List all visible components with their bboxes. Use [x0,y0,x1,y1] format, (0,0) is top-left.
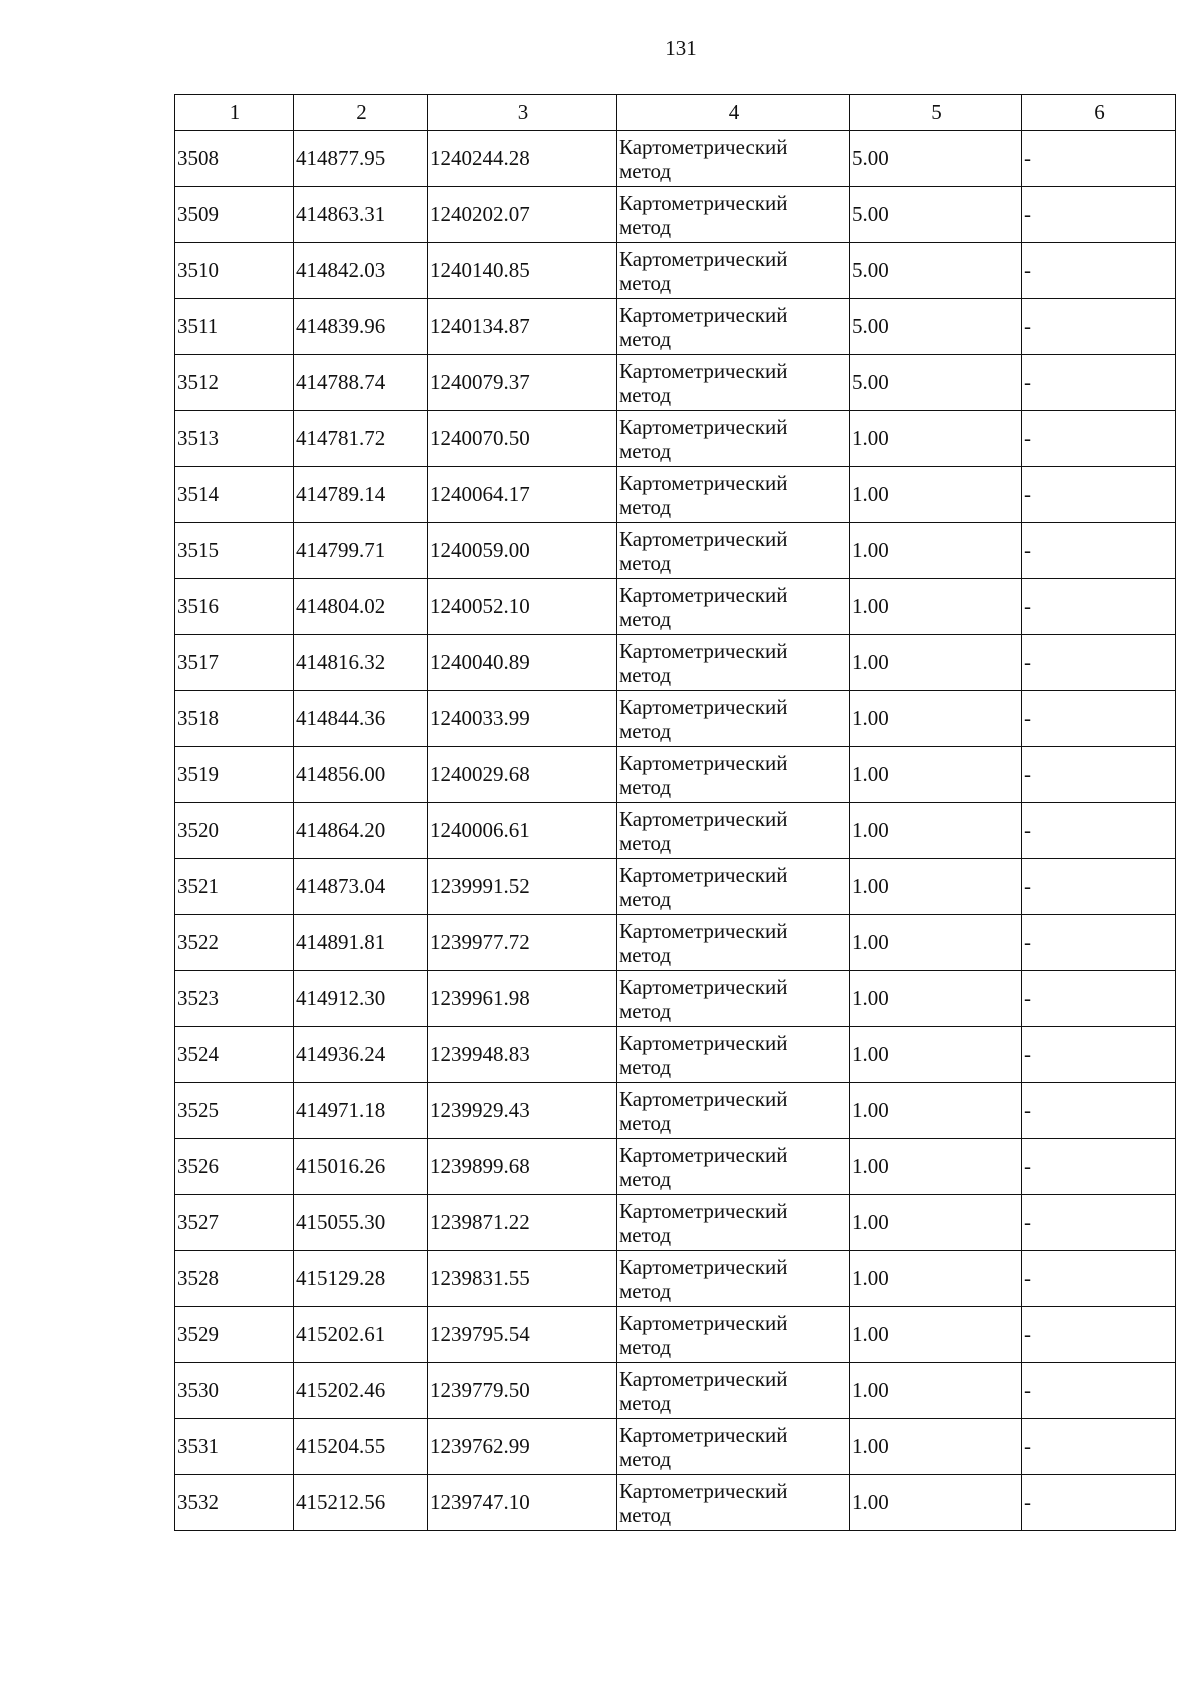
table-row [175,355,1176,411]
x-coordinate-cell: 414877.95 [294,131,428,187]
x-coordinate-cell: 414789.14 [294,467,428,523]
method-line-2: метод [619,1110,672,1135]
note-cell: - [1022,1363,1176,1419]
y-coordinate-cell: 1240064.17 [428,467,617,523]
method-line-2: метод [619,886,672,911]
method-line-1: Картометрический [619,1310,788,1335]
x-coordinate-cell: 414936.24 [294,1027,428,1083]
method-line-2: метод [619,326,672,351]
point-number-cell: 3530 [175,1363,294,1419]
point-number-cell: 3521 [175,859,294,915]
y-coordinate-cell: 1239929.43 [428,1083,617,1139]
y-coordinate-cell: 1239795.54 [428,1307,617,1363]
y-coordinate-cell: 1239831.55 [428,1251,617,1307]
table-row [175,803,1176,859]
note-cell: - [1022,299,1176,355]
method-line-1: Картометрический [619,918,788,943]
point-number-cell: 3522 [175,915,294,971]
note-cell: - [1022,1251,1176,1307]
table-row [175,243,1176,299]
x-coordinate-cell: 414842.03 [294,243,428,299]
point-number-cell: 3508 [175,131,294,187]
note-cell: - [1022,1307,1176,1363]
method-line-1: Картометрический [619,190,788,215]
method-line-2: метод [619,494,672,519]
point-number-cell: 3515 [175,523,294,579]
method-line-2: метод [619,270,672,295]
accuracy-cell: 1.00 [850,1027,1022,1083]
x-coordinate-cell: 414844.36 [294,691,428,747]
accuracy-cell: 1.00 [850,1195,1022,1251]
y-coordinate-cell: 1240029.68 [428,747,617,803]
method-line-1: Картометрический [619,1086,788,1111]
point-number-cell: 3531 [175,1419,294,1475]
method-line-1: Картометрический [619,1030,788,1055]
point-number-cell: 3532 [175,1475,294,1531]
table-row [175,971,1176,1027]
x-coordinate-cell: 414864.20 [294,803,428,859]
table-row [175,859,1176,915]
accuracy-cell: 1.00 [850,635,1022,691]
x-coordinate-cell: 415202.61 [294,1307,428,1363]
coordinates-table [174,94,1176,1531]
y-coordinate-cell: 1240202.07 [428,187,617,243]
point-number-cell: 3527 [175,1195,294,1251]
y-coordinate-cell: 1240244.28 [428,131,617,187]
point-number-cell: 3520 [175,803,294,859]
note-cell: - [1022,1475,1176,1531]
accuracy-cell: 5.00 [850,355,1022,411]
method-cell [617,691,850,747]
x-coordinate-cell: 414816.32 [294,635,428,691]
x-coordinate-cell: 414781.72 [294,411,428,467]
method-line-2: метод [619,1054,672,1079]
method-line-1: Картометрический [619,582,788,607]
method-line-1: Картометрический [619,302,788,327]
note-cell: - [1022,523,1176,579]
table-row [175,1419,1176,1475]
y-coordinate-cell: 1239871.22 [428,1195,617,1251]
point-number-cell: 3519 [175,747,294,803]
table-row [175,131,1176,187]
method-line-1: Картометрический [619,134,788,159]
note-cell: - [1022,1027,1176,1083]
method-line-2: метод [619,1278,672,1303]
y-coordinate-cell: 1240070.50 [428,411,617,467]
point-number-cell: 3513 [175,411,294,467]
column-header: 5 [850,95,1022,131]
x-coordinate-cell: 415212.56 [294,1475,428,1531]
point-number-cell: 3514 [175,467,294,523]
accuracy-cell: 1.00 [850,747,1022,803]
point-number-cell: 3509 [175,187,294,243]
accuracy-cell: 1.00 [850,1475,1022,1531]
table-row [175,1083,1176,1139]
method-line-1: Картометрический [619,694,788,719]
method-cell [617,971,850,1027]
accuracy-cell: 1.00 [850,691,1022,747]
method-line-1: Картометрический [619,1366,788,1391]
column-header: 4 [617,95,850,131]
method-line-1: Картометрический [619,862,788,887]
method-cell [617,1475,850,1531]
x-coordinate-cell: 414788.74 [294,355,428,411]
y-coordinate-cell: 1240033.99 [428,691,617,747]
method-line-2: метод [619,1222,672,1247]
table-row [175,747,1176,803]
column-header: 3 [428,95,617,131]
point-number-cell: 3517 [175,635,294,691]
x-coordinate-cell: 414804.02 [294,579,428,635]
x-coordinate-cell: 414856.00 [294,747,428,803]
x-coordinate-cell: 414873.04 [294,859,428,915]
method-line-2: метод [619,158,672,183]
page-number-text: 131 [665,36,697,60]
y-coordinate-cell: 1239977.72 [428,915,617,971]
table-row [175,1139,1176,1195]
note-cell: - [1022,747,1176,803]
method-cell [617,579,850,635]
method-line-2: метод [619,1446,672,1471]
method-line-2: метод [619,382,672,407]
table-row [175,915,1176,971]
y-coordinate-cell: 1239948.83 [428,1027,617,1083]
table-row [175,1307,1176,1363]
accuracy-cell: 1.00 [850,1251,1022,1307]
method-line-1: Картометрический [619,1254,788,1279]
point-number-cell: 3512 [175,355,294,411]
note-cell: - [1022,859,1176,915]
method-line-1: Картометрический [619,526,788,551]
method-cell [617,467,850,523]
method-cell [617,635,850,691]
table-row [175,1475,1176,1531]
method-line-1: Картометрический [619,750,788,775]
table-row [175,467,1176,523]
column-header: 6 [1022,95,1176,131]
accuracy-cell: 1.00 [850,1363,1022,1419]
method-cell [617,187,850,243]
method-line-2: метод [619,1502,672,1527]
note-cell: - [1022,355,1176,411]
method-cell [617,1027,850,1083]
table-row [175,187,1176,243]
table-row [175,523,1176,579]
accuracy-cell: 1.00 [850,523,1022,579]
point-number-cell: 3525 [175,1083,294,1139]
method-cell [617,1307,850,1363]
y-coordinate-cell: 1240006.61 [428,803,617,859]
method-line-1: Картометрический [619,806,788,831]
table-row [175,1251,1176,1307]
note-cell: - [1022,131,1176,187]
method-line-2: метод [619,1166,672,1191]
x-coordinate-cell: 414912.30 [294,971,428,1027]
accuracy-cell: 1.00 [850,411,1022,467]
accuracy-cell: 1.00 [850,803,1022,859]
method-cell [617,915,850,971]
x-coordinate-cell: 415129.28 [294,1251,428,1307]
y-coordinate-cell: 1240059.00 [428,523,617,579]
y-coordinate-cell: 1239762.99 [428,1419,617,1475]
note-cell: - [1022,1083,1176,1139]
method-line-1: Картометрический [619,414,788,439]
x-coordinate-cell: 414891.81 [294,915,428,971]
method-line-1: Картометрический [619,358,788,383]
accuracy-cell: 1.00 [850,1139,1022,1195]
method-line-2: метод [619,774,672,799]
method-cell [617,1363,850,1419]
point-number-cell: 3518 [175,691,294,747]
table-row [175,299,1176,355]
accuracy-cell: 1.00 [850,859,1022,915]
method-cell [617,747,850,803]
table-header-row [175,95,1176,131]
method-line-2: метод [619,718,672,743]
method-cell [617,1251,850,1307]
method-line-2: метод [619,998,672,1023]
point-number-cell: 3526 [175,1139,294,1195]
accuracy-cell: 1.00 [850,915,1022,971]
method-line-2: метод [619,942,672,967]
y-coordinate-cell: 1239991.52 [428,859,617,915]
y-coordinate-cell: 1239747.10 [428,1475,617,1531]
y-coordinate-cell: 1240052.10 [428,579,617,635]
method-line-2: метод [619,214,672,239]
y-coordinate-cell: 1240079.37 [428,355,617,411]
point-number-cell: 3523 [175,971,294,1027]
accuracy-cell: 5.00 [850,131,1022,187]
x-coordinate-cell: 414863.31 [294,187,428,243]
method-line-2: метод [619,830,672,855]
accuracy-cell: 1.00 [850,1307,1022,1363]
note-cell: - [1022,635,1176,691]
table-row [175,579,1176,635]
method-line-2: метод [619,606,672,631]
y-coordinate-cell: 1240140.85 [428,243,617,299]
accuracy-cell: 5.00 [850,187,1022,243]
page-number [0,36,1200,61]
method-line-2: метод [619,662,672,687]
table-row [175,411,1176,467]
point-number-cell: 3516 [175,579,294,635]
x-coordinate-cell: 414799.71 [294,523,428,579]
y-coordinate-cell: 1239961.98 [428,971,617,1027]
method-line-1: Картометрический [619,1142,788,1167]
note-cell: - [1022,187,1176,243]
table-row [175,635,1176,691]
method-cell [617,1139,850,1195]
method-line-2: метод [619,1390,672,1415]
method-line-1: Картометрический [619,1198,788,1223]
point-number-cell: 3528 [175,1251,294,1307]
x-coordinate-cell: 415204.55 [294,1419,428,1475]
method-line-2: метод [619,1334,672,1359]
point-number-cell: 3510 [175,243,294,299]
method-cell [617,243,850,299]
y-coordinate-cell: 1240040.89 [428,635,617,691]
table-row [175,691,1176,747]
y-coordinate-cell: 1239899.68 [428,1139,617,1195]
note-cell: - [1022,467,1176,523]
note-cell: - [1022,1419,1176,1475]
method-line-1: Картометрический [619,638,788,663]
method-cell [617,859,850,915]
x-coordinate-cell: 414839.96 [294,299,428,355]
method-cell [617,1083,850,1139]
column-header: 2 [294,95,428,131]
x-coordinate-cell: 415202.46 [294,1363,428,1419]
point-number-cell: 3529 [175,1307,294,1363]
point-number-cell: 3524 [175,1027,294,1083]
method-line-2: метод [619,550,672,575]
method-line-1: Картометрический [619,974,788,999]
accuracy-cell: 1.00 [850,1419,1022,1475]
accuracy-cell: 5.00 [850,243,1022,299]
method-cell [617,131,850,187]
note-cell: - [1022,411,1176,467]
note-cell: - [1022,579,1176,635]
table-row [175,1027,1176,1083]
y-coordinate-cell: 1240134.87 [428,299,617,355]
method-line-2: метод [619,438,672,463]
table-row [175,1195,1176,1251]
accuracy-cell: 5.00 [850,299,1022,355]
method-cell [617,523,850,579]
note-cell: - [1022,691,1176,747]
method-cell [617,803,850,859]
method-cell [617,299,850,355]
x-coordinate-cell: 415016.26 [294,1139,428,1195]
method-line-1: Картометрический [619,246,788,271]
method-cell [617,1419,850,1475]
accuracy-cell: 1.00 [850,579,1022,635]
note-cell: - [1022,971,1176,1027]
accuracy-cell: 1.00 [850,467,1022,523]
note-cell: - [1022,243,1176,299]
point-number-cell: 3511 [175,299,294,355]
table-row [175,1363,1176,1419]
note-cell: - [1022,915,1176,971]
column-header: 1 [175,95,294,131]
method-line-1: Картометрический [619,1422,788,1447]
accuracy-cell: 1.00 [850,1083,1022,1139]
method-cell [617,411,850,467]
note-cell: - [1022,803,1176,859]
note-cell: - [1022,1195,1176,1251]
method-line-1: Картометрический [619,470,788,495]
accuracy-cell: 1.00 [850,971,1022,1027]
method-cell [617,355,850,411]
y-coordinate-cell: 1239779.50 [428,1363,617,1419]
method-cell [617,1195,850,1251]
method-line-1: Картометрический [619,1478,788,1503]
x-coordinate-cell: 414971.18 [294,1083,428,1139]
x-coordinate-cell: 415055.30 [294,1195,428,1251]
note-cell: - [1022,1139,1176,1195]
